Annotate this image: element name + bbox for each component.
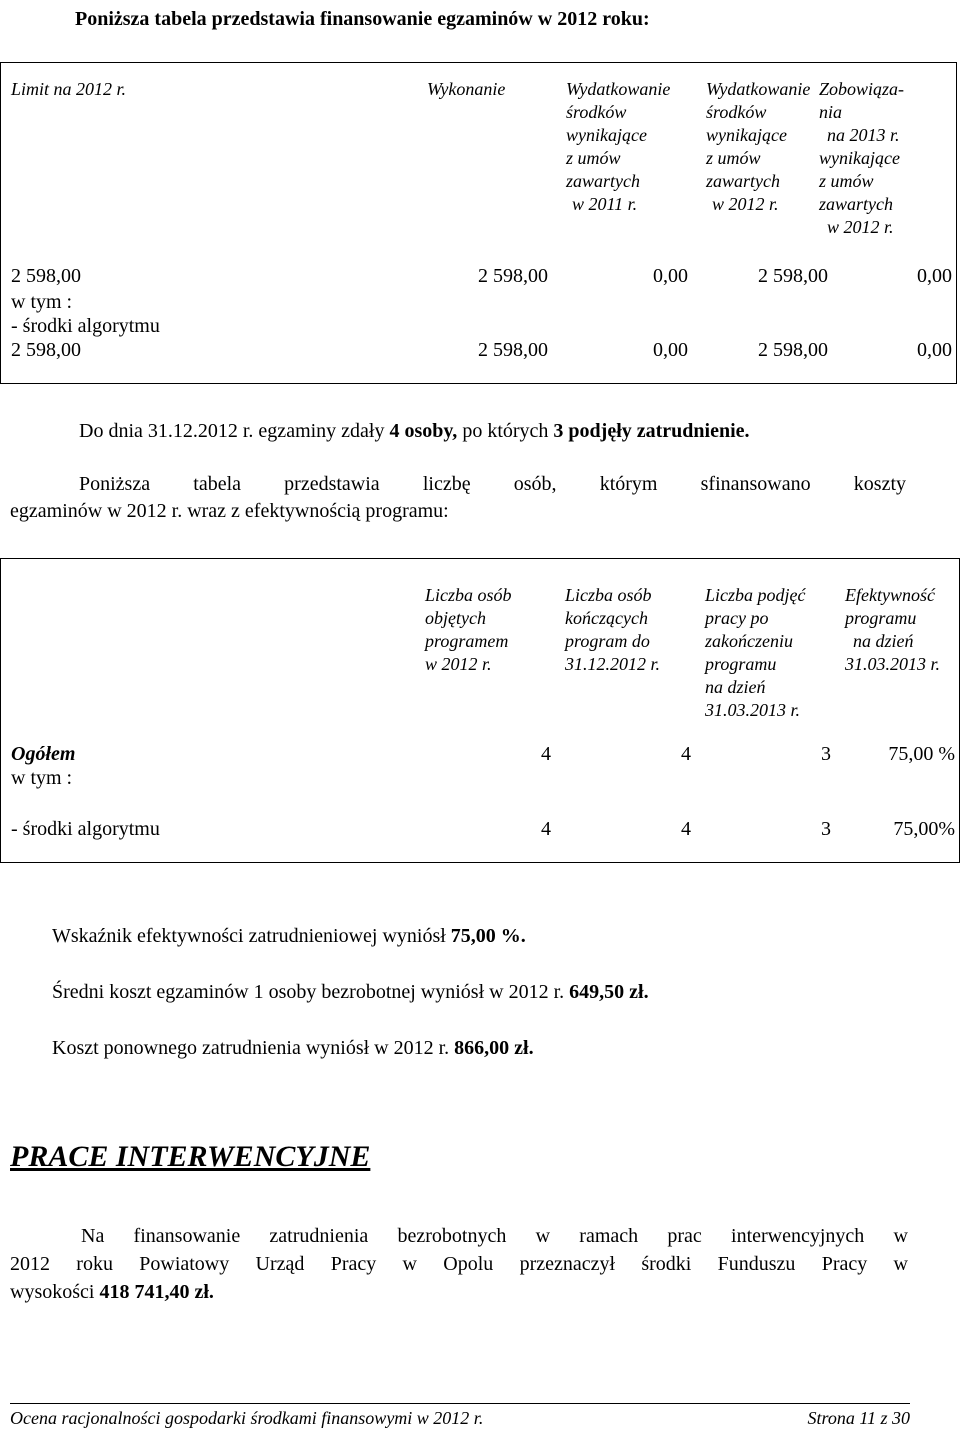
header-konczacych: Liczba osób kończących program do 31.12.2012 r. [565, 585, 661, 674]
row1-wyd-2012: 2 598,00 [758, 265, 828, 287]
paragraph-prace-line1: Na finansowanie zatrudnienia bezrobotnych w ramach prac interwencyjnych w [81, 1225, 908, 1247]
row2-wykonanie: 2 598,00 [478, 339, 548, 361]
paragraph-table2-intro-line1: Poniższa tabela przedstawia liczbę osób, którym sfinansowano koszty [79, 473, 906, 495]
wskaznik-line: Wskaźnik efektywności zatrudnieniowej wyniósł 75,00 %. [52, 925, 526, 947]
header-wykonanie: Wykonanie [427, 79, 506, 99]
algorytm-konczacych: 4 [681, 818, 691, 840]
w-tym-label-2: w tym : [11, 767, 73, 789]
sredni-koszt-line: Średni koszt egzaminów 1 osoby bezrobotnej wyniósł w 2012 r. 649,50 zł. [52, 981, 649, 1003]
algorytm-efektywnosc: 75,00% [893, 818, 955, 840]
header-podjec: Liczba podjęć pracy po zakończeniu programu na dzień 31.03.2013 r. [705, 585, 806, 720]
row2-wyd-2012: 2 598,00 [758, 339, 828, 361]
algorytm-podjec: 3 [821, 818, 831, 840]
ogolem-konczacych: 4 [681, 743, 691, 765]
paragraph-exam-results: Do dnia 31.12.2012 r. egzaminy zdały 4 osoby, po których 3 podjęły zatrudnienie. [79, 420, 750, 442]
paragraph-table2-intro-line2: egzaminów w 2012 r. wraz z efektywnością programu: [10, 500, 449, 522]
section-heading: Poniższa tabela przedstawia finansowanie egzaminów w 2012 roku: [75, 8, 650, 30]
w-tym-label: w tym : [11, 291, 73, 313]
header-wyd-2011: Wydatkowanie środków wynikające z umów zawartych w 2011 r. [566, 79, 671, 214]
section-title: PRACE INTERWENCYJNE [10, 1140, 371, 1173]
footer-title: Ocena racjonalności gospodarki środkami finansowymi w 2012 r. [10, 1408, 484, 1428]
header-objetych: Liczba osób objętych programem w 2012 r. [425, 585, 512, 674]
srodki-algorytmu-label: - środki algorytmu [11, 315, 160, 337]
row2-limit: 2 598,00 [11, 339, 81, 361]
footer-divider [10, 1403, 910, 1404]
header-efektywnosc: Efektywność programu na dzień 31.03.2013 r. [845, 585, 941, 674]
algorytm-objetych: 4 [541, 818, 551, 840]
koszt-zatrudnienia-line: Koszt ponownego zatrudnienia wyniósł w 2012 r. 866,00 zł. [52, 1037, 534, 1059]
row1-limit: 2 598,00 [11, 265, 81, 287]
ogolem-label: Ogółem [11, 743, 76, 765]
paragraph-prace-line2: 2012 roku Powiatowy Urząd Pracy w Opolu przeznaczył środki Funduszu Pracy w [10, 1253, 908, 1275]
effectiveness-table [0, 558, 960, 863]
financing-table [0, 62, 957, 384]
footer-page-number: Strona 11 z 30 [807, 1408, 910, 1428]
ogolem-podjec: 3 [821, 743, 831, 765]
row1-wyd-2011: 0,00 [653, 265, 688, 287]
row2-wyd-2011: 0,00 [653, 339, 688, 361]
header-limit: Limit na 2012 r. [11, 79, 127, 99]
header-zobowiazania: Zobowiąza- nia na 2013 r. wynikające z umów zawartych w 2012 r. [819, 79, 905, 237]
ogolem-efektywnosc: 75,00 % [888, 743, 955, 765]
ogolem-objetych: 4 [541, 743, 551, 765]
page-footer [10, 1408, 910, 1429]
header-wyd-2012: Wydatkowanie środków wynikające z umów zawartych w 2012 r. [706, 79, 811, 214]
paragraph-prace-line3: wysokości 418 741,40 zł. [10, 1281, 214, 1303]
algorytm-label: - środki algorytmu [11, 818, 160, 840]
row1-zobowiazania: 0,00 [917, 265, 952, 287]
row1-wykonanie: 2 598,00 [478, 265, 548, 287]
row2-zobowiazania: 0,00 [917, 339, 952, 361]
